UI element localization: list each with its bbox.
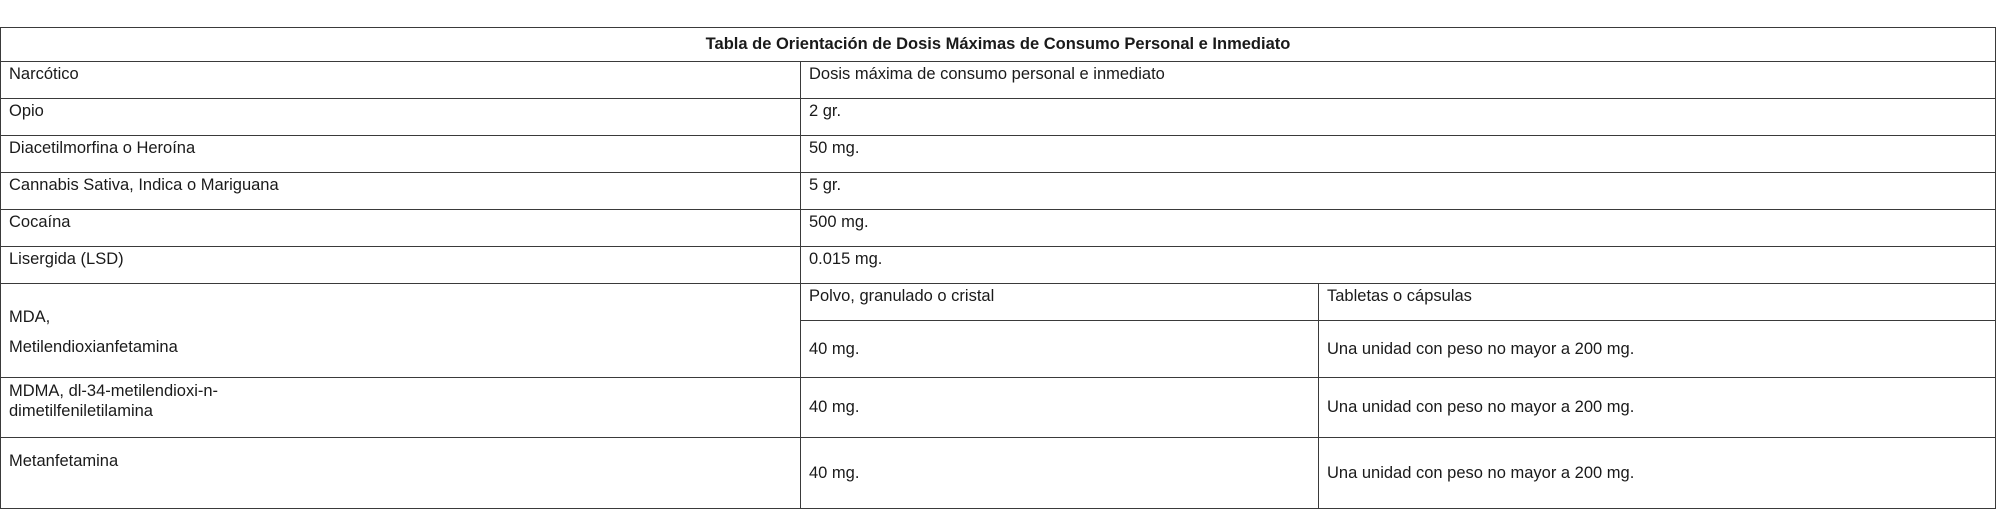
narcotic-cell [1, 284, 801, 378]
narcotic-name-line: MDMA, dl-34-metilendioxi-n- [9, 382, 219, 400]
table-row [1, 284, 1996, 321]
narcotic-cell [1, 378, 801, 438]
powder-dose-cell: 40 mg. [801, 438, 1319, 509]
dose-cell: 2 gr. [801, 99, 1996, 136]
dose-cell: 0.015 mg. [801, 247, 1996, 284]
header-narcotic: Narcótico [1, 62, 801, 99]
dose-cell: 50 mg. [801, 136, 1996, 173]
narcotic-cell: Diacetilmorfina o Heroína [1, 136, 801, 173]
powder-dose-cell: 40 mg. [801, 321, 1319, 378]
table-row [1, 99, 1996, 136]
dose-cell: 5 gr. [801, 173, 1996, 210]
narcotic-name-line: MDA, [9, 308, 51, 326]
narcotic-cell: Lisergida (LSD) [1, 247, 801, 284]
table-row [1, 173, 1996, 210]
narcotic-name-line: dimetilfeniletilamina [9, 402, 153, 420]
subheader-tablets: Tabletas o cápsulas [1319, 284, 1996, 321]
narcotic-name-line: Metilendioxianfetamina [9, 338, 178, 356]
subheader-powder: Polvo, granulado o cristal [801, 284, 1319, 321]
narcotic-cell: Opio [1, 99, 801, 136]
table-title-row [1, 28, 1996, 62]
tablet-dose-cell: Una unidad con peso no mayor a 200 mg. [1319, 378, 1996, 438]
narcotic-cell: Cocaína [1, 210, 801, 247]
dose-cell: 500 mg. [801, 210, 1996, 247]
table-row [1, 136, 1996, 173]
table-row [1, 247, 1996, 284]
tablet-dose-cell: Una unidad con peso no mayor a 200 mg. [1319, 321, 1996, 378]
powder-dose-cell: 40 mg. [801, 378, 1319, 438]
table-title: Tabla de Orientación de Dosis Máximas de Consumo Personal e Inmediato [1, 28, 1996, 62]
narcotic-cell: Cannabis Sativa, Indica o Mariguana [1, 173, 801, 210]
table-row [1, 378, 1996, 438]
dose-table [0, 27, 1996, 509]
header-dose: Dosis máxima de consumo personal e inmediato [801, 62, 1996, 99]
narcotic-cell: Metanfetamina [1, 438, 801, 509]
table-row [1, 438, 1996, 509]
table-row [1, 210, 1996, 247]
tablet-dose-cell: Una unidad con peso no mayor a 200 mg. [1319, 438, 1996, 509]
table-header-row [1, 62, 1996, 99]
